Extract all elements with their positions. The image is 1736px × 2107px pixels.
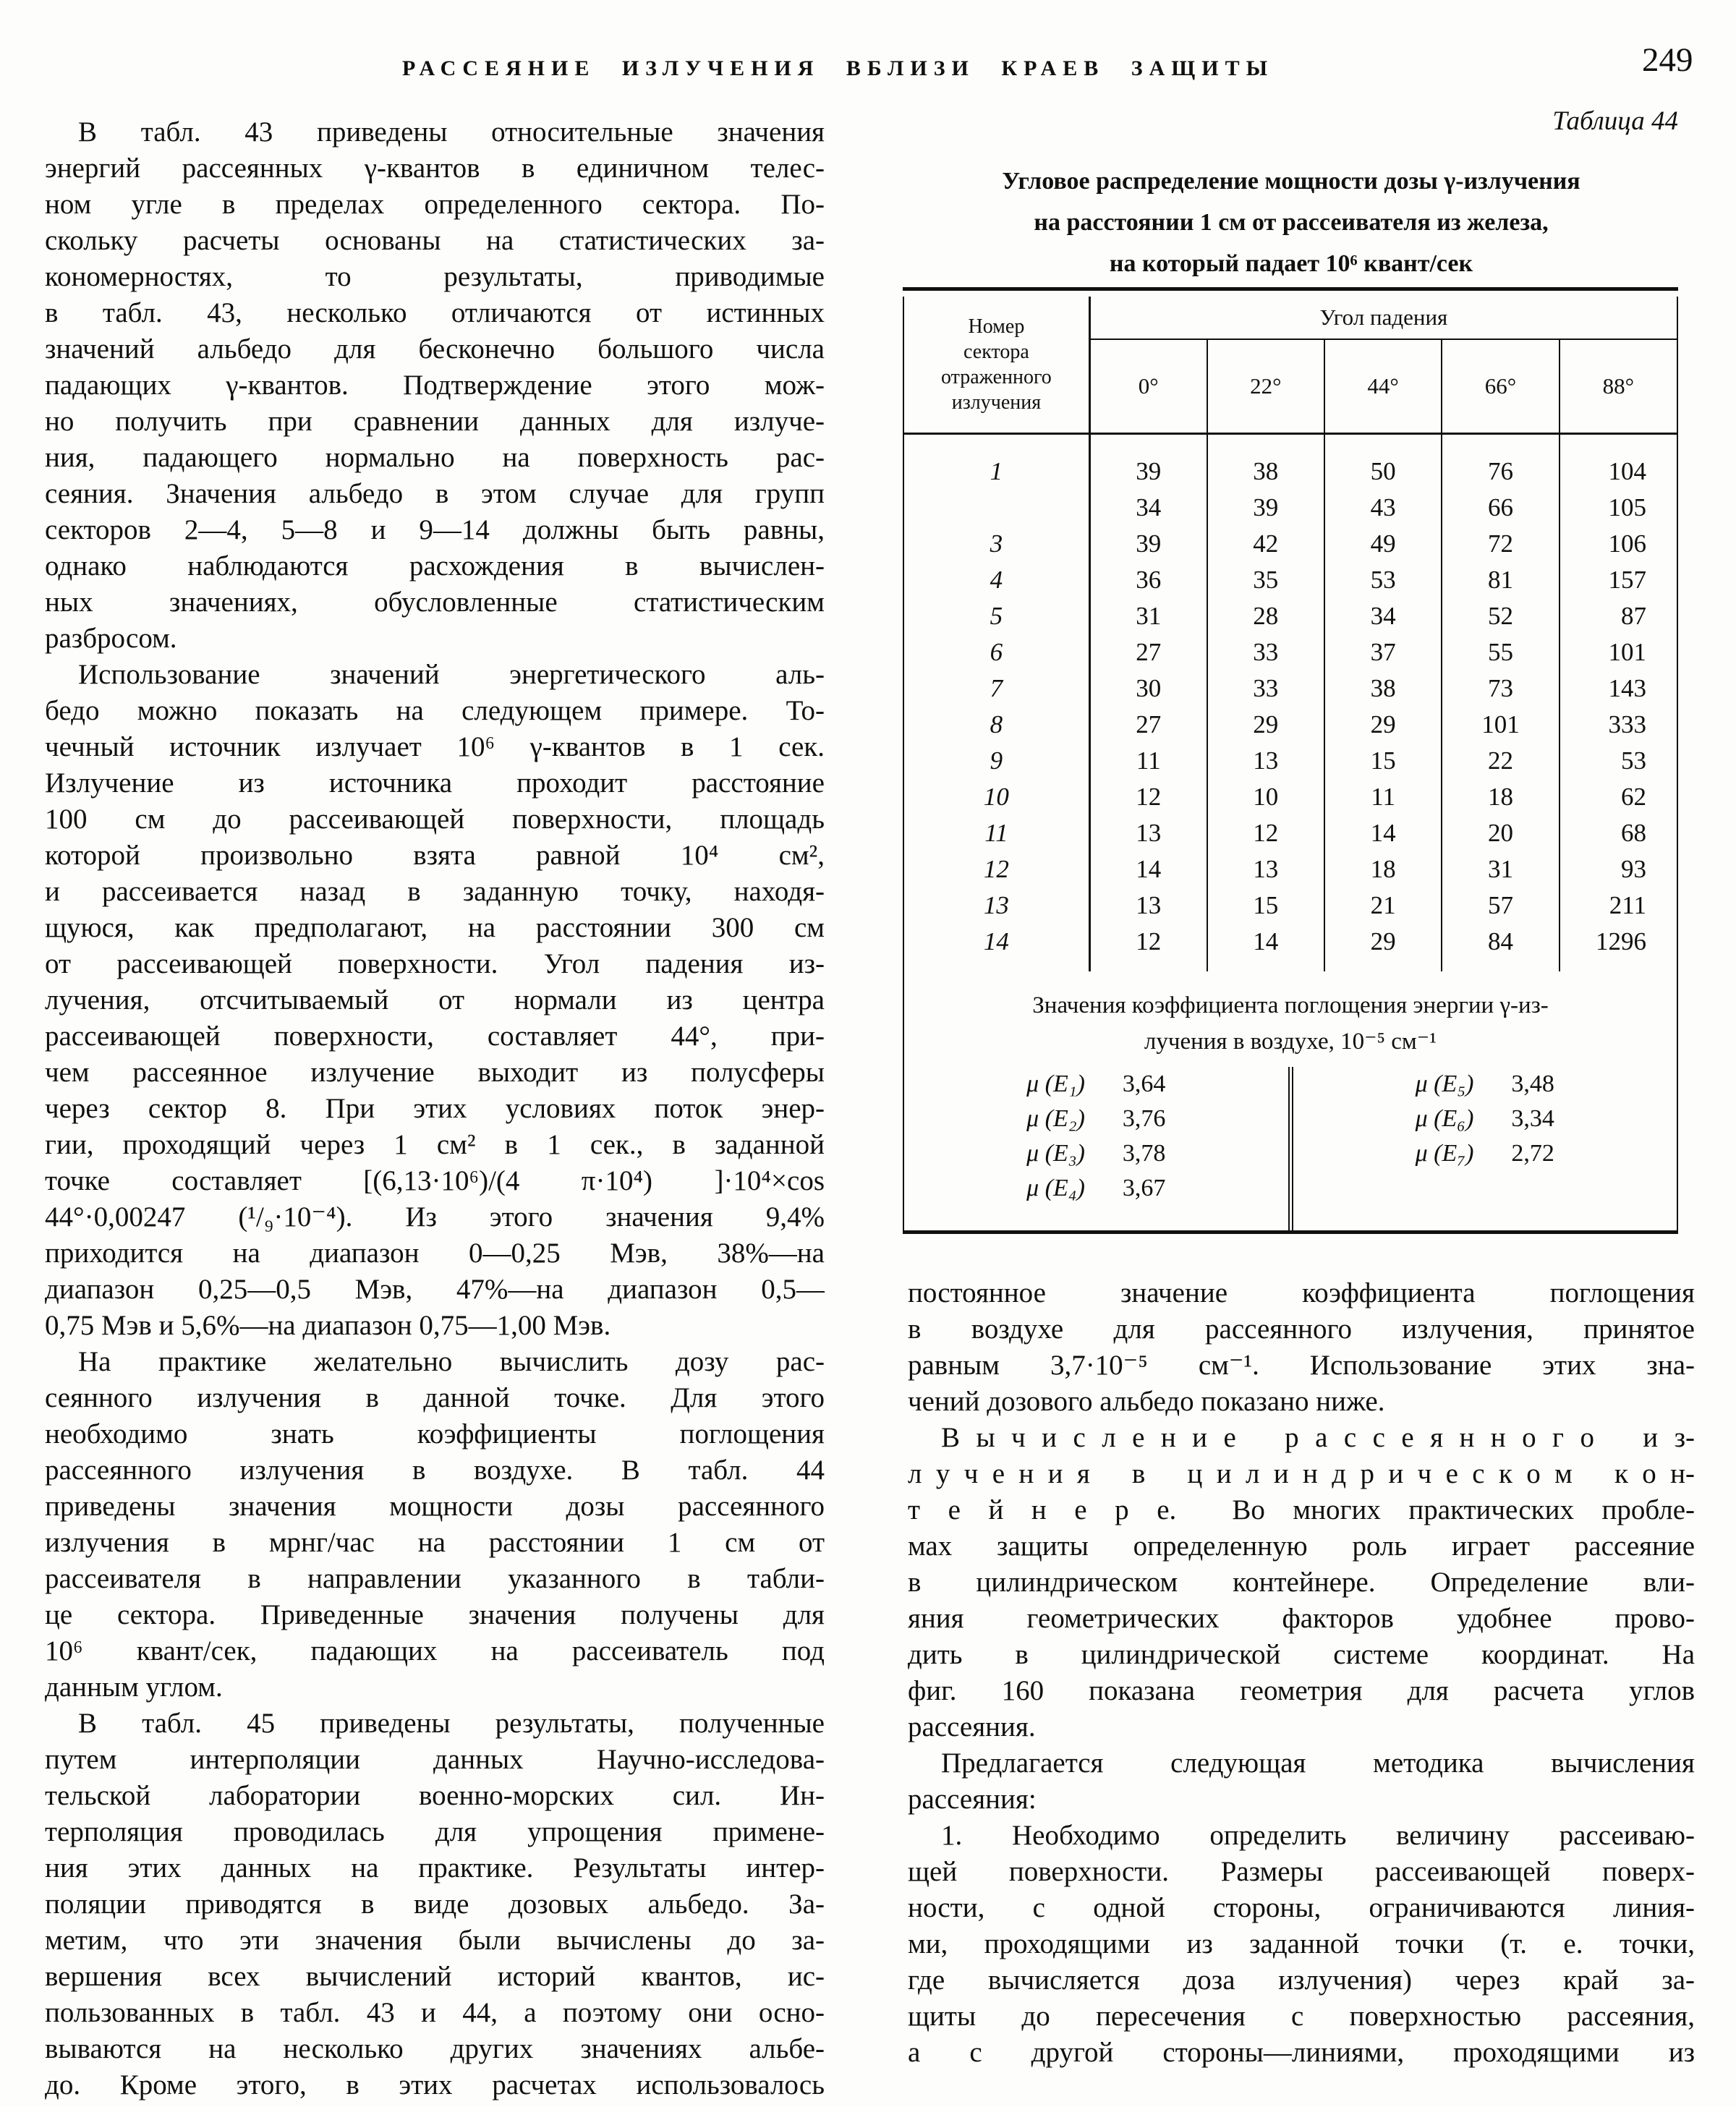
text-line: рассеянного излучения в воздухе. В табл. 44 [45, 1455, 825, 1486]
dose-value: 52 [1442, 598, 1559, 634]
mu-label: μ (E₄) [1026, 1175, 1085, 1201]
text-line: Использование значений энергетического аль- [78, 659, 825, 690]
sector-number: 4 [904, 562, 1089, 598]
note-line: Значения коэффициента поглощения энергии γ-из- [1032, 992, 1549, 1018]
text-line: бедо можно показать на следующем примере. То- [45, 695, 825, 726]
dose-value: 15 [1207, 888, 1324, 924]
table-row [904, 888, 1677, 924]
text-line: ных значениях, обусловленные статистическим [45, 587, 825, 618]
dose-value: 11 [1136, 746, 1161, 775]
paragraph [908, 1420, 1695, 1745]
text-line: ния этих данных на практике. Результаты интер- [45, 1852, 825, 1883]
table-label: Таблица 44 [1552, 106, 1678, 136]
sector-number: 14 [904, 924, 1089, 971]
angle-header: 88° [1560, 339, 1677, 434]
sector-number: 9 [904, 743, 1089, 779]
text-line: щей поверхности. Размеры рассеивающей поверх- [908, 1856, 1695, 1887]
dose-value: 11 [1324, 779, 1442, 815]
text-line: от рассеивающей поверхности. Угол падения из- [45, 948, 825, 979]
dose-value: 72 [1442, 526, 1559, 562]
dose-value: 87 [1560, 598, 1677, 634]
text-line: В ы ч и с л е н и е р а с с е я н н о г о и з- [941, 1422, 1695, 1453]
page-number: 249 [1642, 41, 1693, 79]
text-line: где вычисляется доза излучения) через край за- [908, 1965, 1695, 1996]
text-line: которой произвольно взята равной 10⁴ см², [45, 840, 825, 871]
dose-value: 33 [1207, 634, 1324, 671]
dose-value: 106 [1560, 526, 1677, 562]
dose-value: 66 [1442, 490, 1559, 526]
dose-value: 22 [1442, 743, 1559, 779]
text-line: равным 3,7·10⁻⁵ см⁻¹. Использование этих зна- [908, 1350, 1695, 1381]
text-line: В табл. 43 приведены относительные значения [78, 116, 825, 148]
sector-number: 5 [904, 598, 1089, 634]
text-line: щуюся, как предполагают, на расстоянии 300 см [45, 912, 825, 943]
text-line: необходимо знать коэффициенты поглощения [45, 1418, 825, 1450]
text-line: точке составляет [(6,13·10⁶)/(4 π·10⁴) ]·10⁴×cos [45, 1165, 825, 1196]
dose-value: 35 [1207, 562, 1324, 598]
dose-value: 15 [1324, 743, 1442, 779]
dose-value: 105 [1560, 490, 1677, 526]
paragraph [908, 1745, 1695, 1818]
dose-value: 13 [1207, 851, 1324, 888]
mu-value: 3,64 [1122, 1070, 1166, 1097]
table-title-line: на который падает 10⁶ квант/сек [1109, 250, 1473, 277]
table-row [904, 490, 1677, 526]
table-row [904, 526, 1677, 562]
dose-value: 33 [1207, 671, 1324, 707]
text-line: излучения в мрнг/час на расстоянии 1 см от [45, 1527, 825, 1558]
text-line: сеяния. Значения альбедо в этом случае для групп [45, 478, 825, 509]
dose-value: 14 [1324, 815, 1442, 851]
mu-label: μ (E₇) [1415, 1140, 1474, 1167]
angle-header: 44° [1324, 339, 1442, 434]
sector-column-header [904, 297, 1089, 434]
sector-number: 12 [904, 851, 1089, 888]
text-line: ми, проходящими из заданной точки (т. е. точки, [908, 1928, 1695, 1959]
text-line: скольку расчеты основаны на статистических за- [45, 225, 825, 256]
text-line: гии, проходящий через 1 см² в 1 сек., в заданной [45, 1129, 825, 1160]
dose-value: 211 [1560, 888, 1677, 924]
text-line: Предлагается следующая методика вычисления [941, 1748, 1695, 1779]
mu-value: 2,72 [1511, 1140, 1554, 1167]
mu-values-area [904, 1067, 1677, 1230]
right-text-column [908, 1275, 1695, 2071]
dose-value: 30 [1136, 674, 1162, 702]
dose-value: 28 [1207, 598, 1324, 634]
sector-number: 7 [904, 671, 1089, 707]
text-line: данным углом. [45, 1672, 223, 1703]
table-row [904, 598, 1677, 634]
mu-label: μ (E₁) [1026, 1070, 1085, 1097]
text-line: а с другой стороны—линиями, проходящими из [908, 2037, 1695, 2068]
text-line: 1. Необходимо определить величину рассеиваю- [941, 1820, 1695, 1851]
mu-label: μ (E₃) [1026, 1140, 1085, 1167]
dose-value: 31 [1442, 851, 1559, 888]
text-line: вываются на несколько других значениях альбе- [45, 2033, 825, 2064]
dose-value: 1296 [1560, 924, 1677, 971]
text-line: терполяция проводилась для упрощения примене- [45, 1816, 825, 1847]
text-line: 44°·0,00247 (¹/₉·10⁻⁴). Из этого значения 9,4% [45, 1201, 825, 1233]
dose-value: 55 [1442, 634, 1559, 671]
paragraph [45, 1706, 825, 2103]
dose-value: 62 [1560, 779, 1677, 815]
dose-value: 29 [1207, 707, 1324, 743]
text-line: чем рассеянное излучение выходит из полусферы [45, 1057, 825, 1088]
table-title-line: Угловое распределение мощности дозы γ-излучения [1002, 168, 1580, 195]
text-line: и рассеивается назад в заданную точку, находя- [45, 876, 825, 907]
sector-number: 1 [904, 434, 1089, 490]
text-line: поляции приводятся в виде дозовых альбедо. За- [45, 1889, 825, 1920]
text-line: дить в цилиндрической системе координат. На [908, 1639, 1695, 1670]
text-line: яния геометрических факторов удобнее прово- [908, 1603, 1695, 1634]
text-line: пользованных в табл. 43 и 44, а поэтому они осно- [45, 1997, 825, 2028]
dose-value: 68 [1560, 815, 1677, 851]
dose-value: 93 [1560, 851, 1677, 888]
text-line: 0,75 Мэв и 5,6%—на диапазон 0,75—1,00 Мэв. [45, 1310, 611, 1341]
text-line: Излучение из источника проходит расстояние [45, 767, 825, 799]
text-line: секторов 2—4, 5—8 и 9—14 должны быть равны, [45, 514, 825, 545]
dose-value: 157 [1560, 562, 1677, 598]
sector-number: 6 [904, 634, 1089, 671]
dose-value: 20 [1442, 815, 1559, 851]
mu-label: μ (E₆) [1415, 1105, 1474, 1132]
dose-value: 38 [1207, 434, 1324, 490]
dose-value: 14 [1136, 855, 1162, 883]
dose-value: 34 [1324, 598, 1442, 634]
table-title [904, 161, 1678, 284]
paragraph [45, 1344, 825, 1706]
angle-header: 66° [1442, 339, 1559, 434]
table-row [904, 815, 1677, 851]
left-text-column [45, 114, 825, 2103]
angle-header: 22° [1207, 339, 1324, 434]
table-44 [903, 287, 1678, 1234]
text-line: л у ч е н и я в ц и л и н д р и ч е с к о м к о н- [908, 1458, 1695, 1489]
table-row [904, 743, 1677, 779]
table-row [904, 924, 1677, 971]
text-line: рассеивателя в направлении указанного в табли- [45, 1563, 825, 1594]
dose-value: 29 [1324, 924, 1442, 971]
mu-label: μ (E₂) [1026, 1105, 1085, 1132]
dose-value: 39 [1207, 490, 1324, 526]
table-body [904, 434, 1677, 972]
dose-value: 38 [1324, 671, 1442, 707]
text-line: рассеивающей поверхности, составляет 44°, при- [45, 1021, 825, 1052]
text-line: ности, с одной стороны, ограничиваются линия- [908, 1892, 1695, 1923]
dose-value: 84 [1442, 924, 1559, 971]
dose-value: 53 [1560, 743, 1677, 779]
mu-values-right [1288, 1067, 1677, 1230]
dose-value: 73 [1442, 671, 1559, 707]
dose-value: 12 [1136, 783, 1162, 811]
text-line: однако наблюдаются расхождения в вычислен- [45, 550, 825, 582]
dose-value: 76 [1442, 434, 1559, 490]
text-line: ния, падающего нормально на поверхность рас- [45, 442, 825, 473]
dose-value: 101 [1560, 634, 1677, 671]
dose-value: 104 [1560, 434, 1677, 490]
table-row [904, 851, 1677, 888]
dose-value: 39 [1136, 457, 1162, 485]
dose-value: 18 [1442, 779, 1559, 815]
sector-header-line: сектора [963, 341, 1029, 363]
dose-value: 13 [1136, 819, 1162, 847]
dose-value: 43 [1324, 490, 1442, 526]
absorption-coefficient-note [904, 987, 1677, 1060]
dose-value: 53 [1324, 562, 1442, 598]
sector-header-line: излучения [951, 391, 1042, 414]
dose-value: 27 [1136, 710, 1162, 738]
dose-value: 101 [1442, 707, 1559, 743]
text-line: 100 см до рассеивающей поверхности, площадь [45, 804, 825, 835]
note-line: лучения в воздухе, 10⁻⁵ см⁻¹ [1144, 1029, 1437, 1055]
text-line: це сектора. Приведенные значения получены для [45, 1599, 825, 1630]
text-line: постоянное значение коэффициента поглощения [908, 1277, 1695, 1308]
mu-value: 3,78 [1122, 1140, 1166, 1167]
dose-value: 27 [1136, 638, 1162, 666]
table-title-line: на расстоянии 1 см от рассеивателя из железа, [1034, 209, 1549, 236]
text-line: рассеяния: [908, 1784, 1037, 1815]
sector-number: 8 [904, 707, 1089, 743]
text-line: диапазон 0,25—0,5 Мэв, 47%—на диапазон 0,5— [45, 1274, 825, 1305]
text-line: кономерностях, то результаты, приводимые [45, 261, 825, 292]
paragraph [908, 1275, 1695, 1420]
text-line: падающих γ-квантов. Подтверждение этого мож- [45, 370, 825, 401]
sector-number: 10 [904, 779, 1089, 815]
table-row [904, 671, 1677, 707]
table-row [904, 707, 1677, 743]
sector-number [904, 490, 1089, 526]
dose-value: 57 [1442, 888, 1559, 924]
dose-value: 12 [1136, 927, 1162, 955]
mu-label: μ (E₅) [1415, 1070, 1474, 1097]
paragraph [45, 657, 825, 1344]
text-line: путем интерполяции данных Научно-исследова- [45, 1744, 825, 1775]
dose-value: 42 [1207, 526, 1324, 562]
text-line: вершения всех вычислений историй квантов, ис- [45, 1961, 825, 1992]
text-line: На практике желательно вычислить дозу рас- [78, 1346, 825, 1377]
text-line: чечный источник излучает 10⁶ γ-квантов в 1 сек. [45, 731, 825, 762]
dose-value: 49 [1324, 526, 1442, 562]
text-line: приведены значения мощности дозы рассеянного [45, 1491, 825, 1522]
text-line: в цилиндрическом контейнере. Определение вли- [908, 1567, 1695, 1598]
dose-value: 14 [1207, 924, 1324, 971]
text-line: тельской лаборатории военно-морских сил. Ин- [45, 1780, 825, 1811]
dose-value: 143 [1560, 671, 1677, 707]
mu-value: 3,67 [1122, 1175, 1166, 1201]
angle-group-header: Угол падения [1089, 297, 1677, 339]
dose-value: 18 [1324, 851, 1442, 888]
text-line: сеянного излучения в данной точке. Для этого [45, 1382, 825, 1413]
dose-value: 10 [1207, 779, 1324, 815]
text-line: до. Кроме этого, в этих расчетах использовалось [45, 2069, 825, 2100]
text-line: но получить при сравнении данных для излуче- [45, 406, 825, 437]
dose-value: 333 [1560, 707, 1677, 743]
text-line: ном угле в пределах определенного сектора. По- [45, 189, 825, 220]
text-line: 10⁶ квант/сек, падающих на рассеиватель под [45, 1635, 825, 1667]
dose-value: 31 [1136, 602, 1162, 630]
running-head: РАССЕЯНИЕ ИЗЛУЧЕНИЯ ВБЛИЗИ КРАЕВ ЗАЩИТЫ [402, 56, 1275, 80]
table-row [904, 634, 1677, 671]
dose-table [904, 297, 1677, 971]
mu-value: 3,48 [1511, 1070, 1554, 1097]
angle-header: 0° [1089, 339, 1207, 434]
text-line: фиг. 160 показана геометрия для расчета углов [908, 1675, 1695, 1706]
text-line: через сектор 8. При этих условиях поток энер- [45, 1093, 825, 1124]
paragraph [45, 114, 825, 657]
text-line: В табл. 45 приведены результаты, полученные [78, 1708, 825, 1739]
text-line: чений дозового альбедо показано ниже. [908, 1386, 1385, 1417]
dose-value: 29 [1324, 707, 1442, 743]
sector-number: 11 [904, 815, 1089, 851]
dose-value: 81 [1442, 562, 1559, 598]
text-line: энергий рассеянных γ-квантов в единичном телес- [45, 153, 825, 184]
sector-number: 3 [904, 526, 1089, 562]
text-line: значений альбедо для бесконечно большого числа [45, 333, 825, 365]
table-row [904, 779, 1677, 815]
table-44-frame [903, 297, 1678, 1234]
dose-value: 50 [1324, 434, 1442, 490]
mu-value: 3,76 [1122, 1105, 1166, 1132]
dose-value: 12 [1207, 815, 1324, 851]
text-line: рассеяния. [908, 1711, 1036, 1742]
dose-value: 36 [1136, 566, 1162, 594]
sector-header-line: Номер [968, 315, 1025, 338]
mu-values-left [904, 1067, 1288, 1230]
dose-value: 13 [1136, 891, 1162, 919]
text-line: лучения, отсчитываемый от нормали из центра [45, 984, 825, 1016]
dose-value: 13 [1207, 743, 1324, 779]
dose-value: 21 [1324, 888, 1442, 924]
mu-value: 3,34 [1511, 1105, 1554, 1132]
sector-number: 13 [904, 888, 1089, 924]
table-header [904, 297, 1677, 434]
text-line: в табл. 43, несколько отличаются от истинных [45, 297, 825, 328]
dose-value: 37 [1324, 634, 1442, 671]
paragraph [908, 1818, 1695, 2071]
text-line: мах защиты определенную роль играет рассеяние [908, 1531, 1695, 1562]
text-line: щиты до пересечения с поверхностью рассеяния, [908, 2001, 1695, 2032]
text-line: т е й н е р е. Во многих практических пробле- [908, 1494, 1695, 1525]
dose-value: 39 [1136, 529, 1162, 558]
table-row [904, 562, 1677, 598]
text-line: метим, что эти значения были вычислены до за- [45, 1925, 825, 1956]
text-line: разбросом. [45, 623, 177, 654]
table-row [904, 434, 1677, 490]
dose-value: 34 [1136, 493, 1162, 522]
group-header-row [904, 297, 1677, 339]
text-line: приходится на диапазон 0—0,25 Мэв, 38%—на [45, 1238, 825, 1269]
text-line: в воздухе для рассеянного излучения, принятое [908, 1314, 1695, 1345]
sector-header-line: отраженного [941, 366, 1052, 388]
